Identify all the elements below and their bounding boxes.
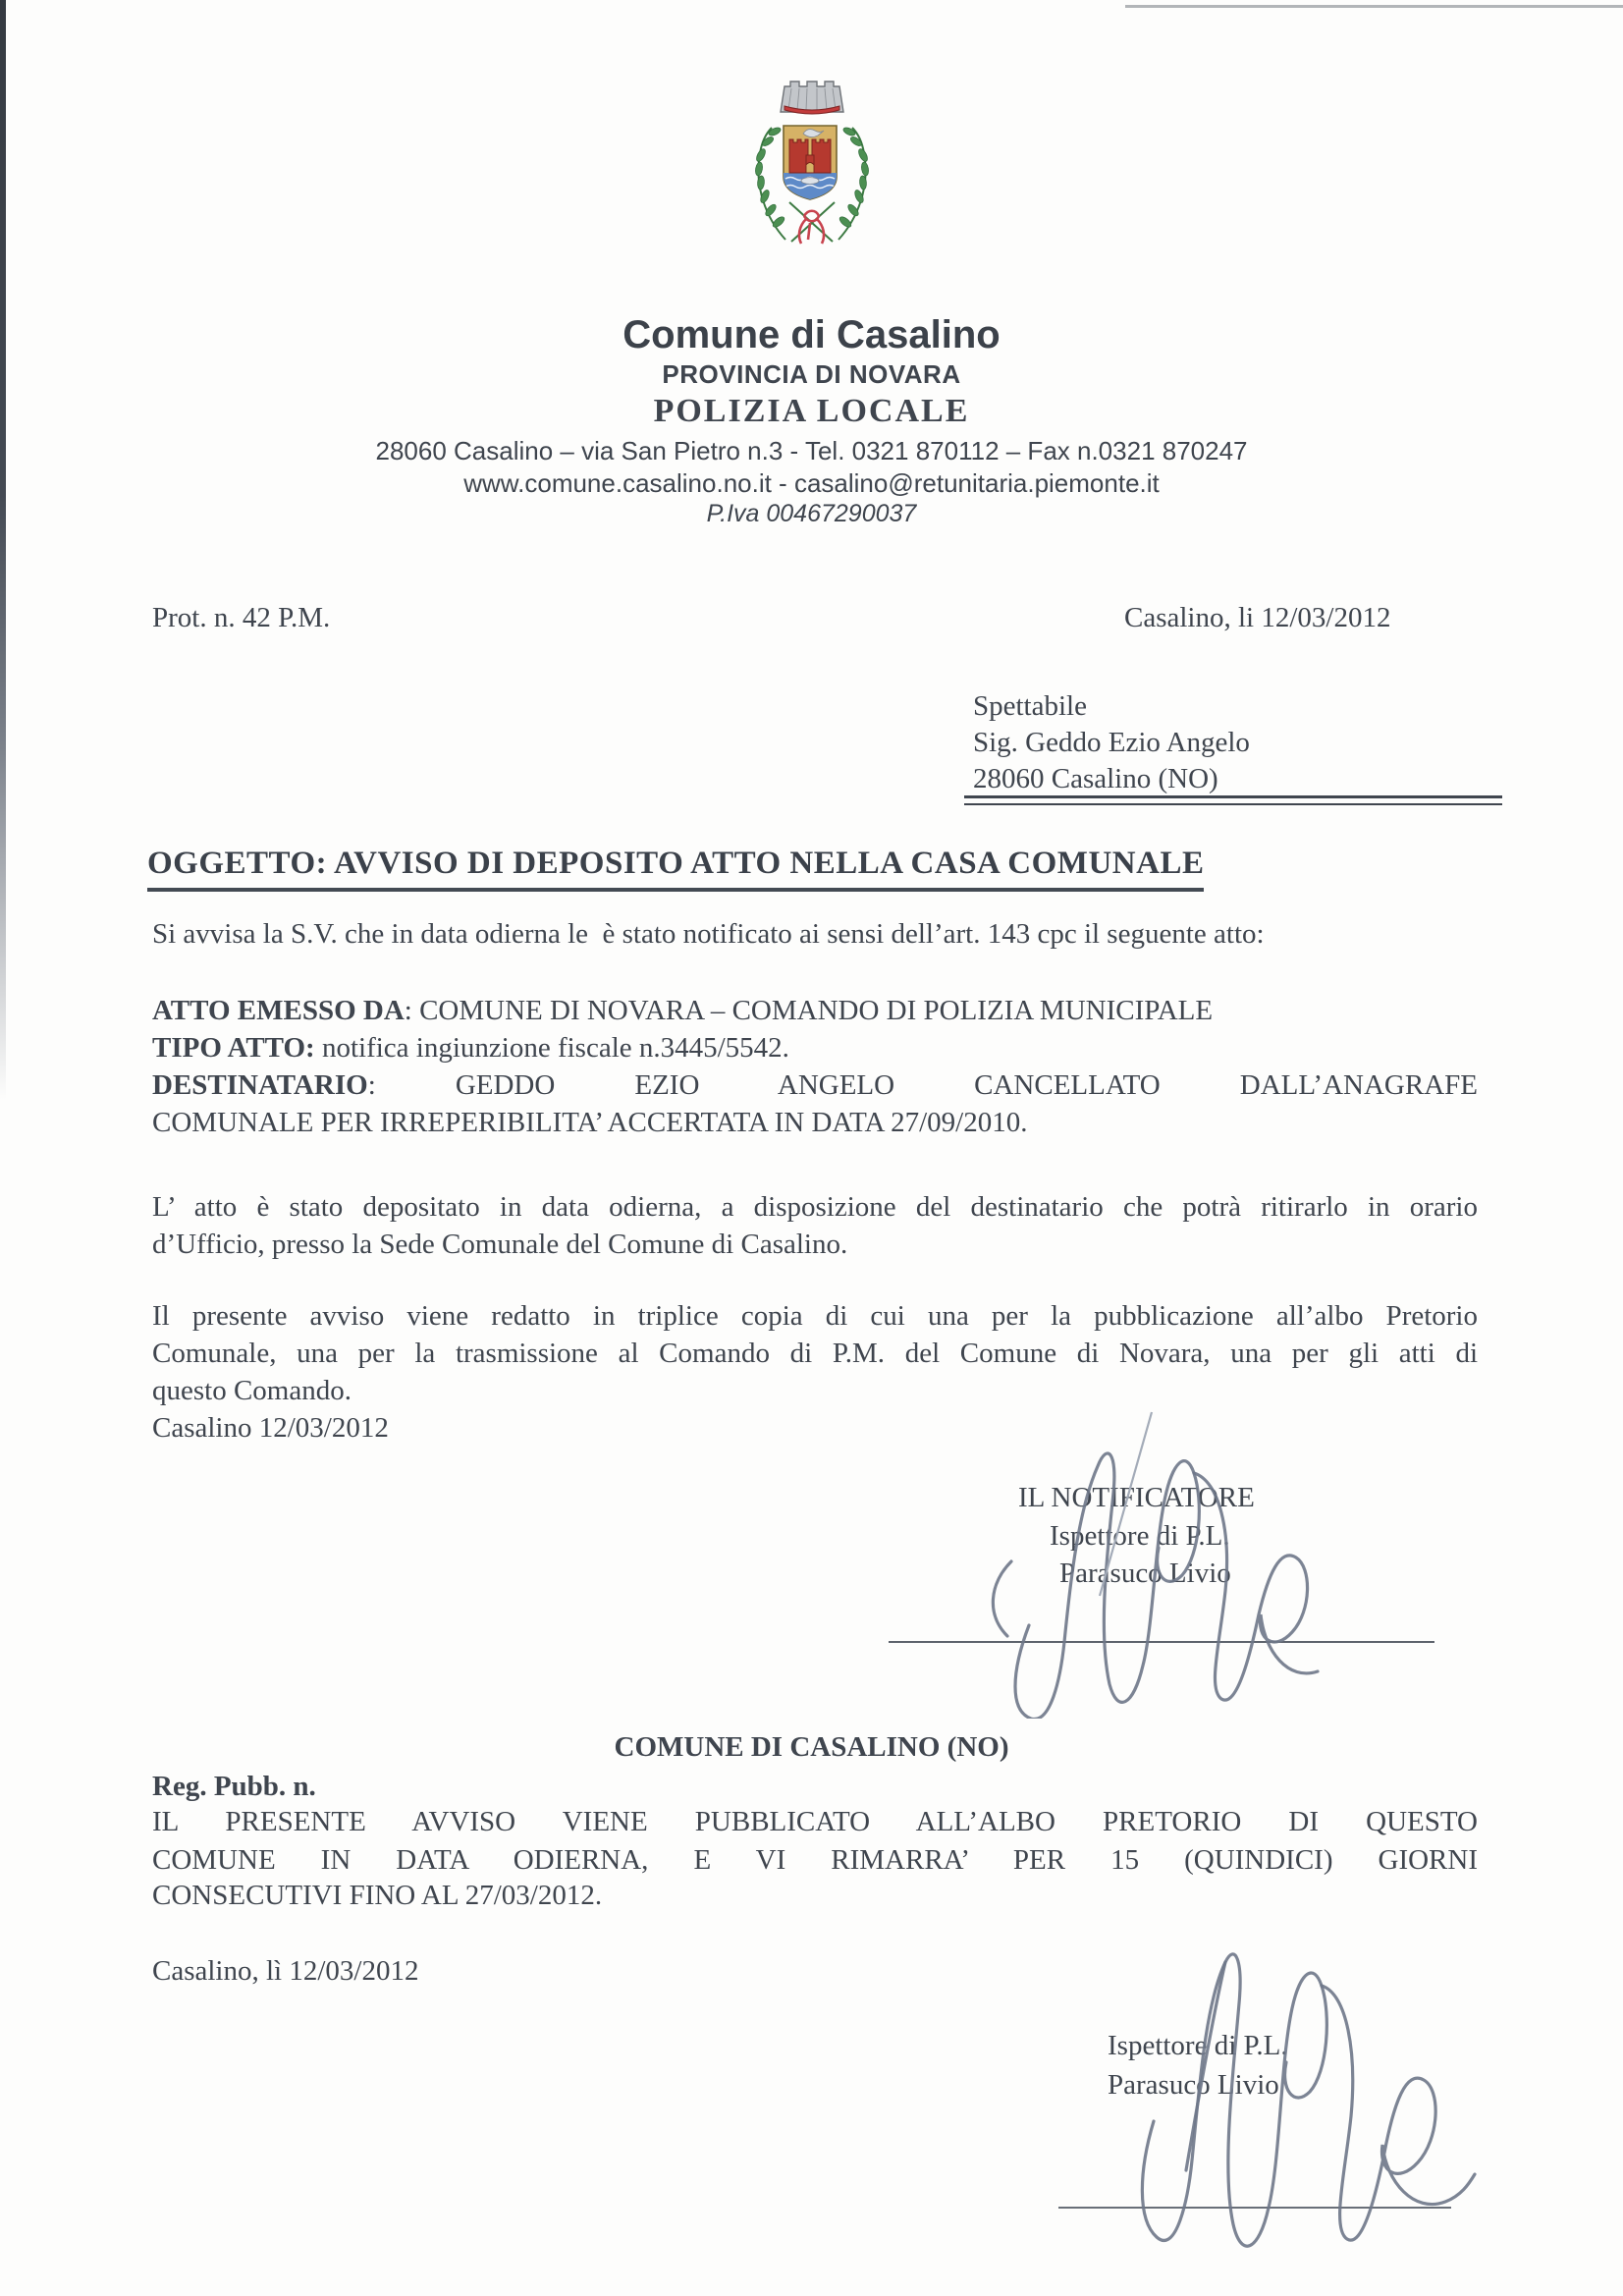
recipient-salutation: Spettabile — [973, 690, 1087, 722]
destinatario-line1 — [152, 1068, 1478, 1102]
letterhead-web-email: www.comune.casalino.no.it - casalino@retunitaria.piemonte.it — [463, 468, 1160, 498]
letterhead-province: PROVINCIA DI NOVARA — [662, 359, 961, 389]
publication-line3: CONSECUTIVI FINO AL 27/03/2012. — [152, 1880, 603, 1911]
signature1-title: IL NOTIFICATORE — [1018, 1482, 1255, 1513]
signature1-role: Ispettore di P.L. — [1050, 1520, 1230, 1552]
signature2-scribble — [982, 1925, 1492, 2288]
letterhead-address: 28060 Casalino – via San Pietro n.3 - Tel. 0321 870112 – Fax n.0321 870247 — [375, 436, 1248, 465]
letterhead-vat: P.Iva 00467290037 — [706, 500, 917, 527]
tipo-atto-line — [152, 1031, 1478, 1065]
signature2-name: Parasuco Livio — [1108, 2069, 1279, 2101]
municipal-coat-of-arms-icon — [748, 71, 876, 251]
destinatario-line2: COMUNALE PER IRREPERIBILITA’ ACCERTATA IN DATA 27/09/2010. — [152, 1107, 1028, 1138]
recipient-name: Sig. Geddo Ezio Angelo — [973, 727, 1250, 758]
publication-date-line: Casalino, lì 12/03/2012 — [152, 1955, 419, 1987]
recipient-divider — [964, 795, 1502, 805]
mural-crown — [781, 82, 843, 114]
shield — [784, 126, 837, 200]
place-date: Casalino, li 12/03/2012 — [1124, 602, 1391, 633]
atto-emesso-value: : COMUNE DI NOVARA – COMANDO DI POLIZIA MUNICIPALE — [404, 995, 1214, 1026]
signature1-name: Parasuco Livio — [1059, 1558, 1231, 1589]
letterhead-municipality: Comune di Casalino — [622, 313, 1001, 356]
subject-heading: OGGETTO: AVVISO DI DEPOSITO ATTO NELLA CASA COMUNALE — [147, 845, 1204, 892]
atto-emesso-line — [152, 994, 1478, 1027]
signature2-role: Ispettore di P.L. — [1108, 2030, 1288, 2061]
reg-pubb-label: Reg. Pubb. n. — [152, 1771, 316, 1802]
copie-line3: questo Comando. — [152, 1375, 352, 1406]
destinatario-label: DESTINATARIO — [152, 1069, 368, 1101]
deposito-line1: L’ atto è stato depositato in data odierna, a disposizione del destinatario che potrà ritirarlo in orario — [152, 1191, 1478, 1223]
boat — [801, 178, 819, 185]
body-date-line: Casalino 12/03/2012 — [152, 1412, 389, 1444]
tipo-atto-label: TIPO ATTO: — [152, 1032, 315, 1064]
protocol-number: Prot. n. 42 P.M. — [152, 602, 331, 633]
signature1-line — [889, 1641, 1434, 1643]
publication-line1: IL PRESENTE AVVISO VIENE PUBBLICATO ALL’ALBO PRETORIO DI QUESTO — [152, 1806, 1478, 1837]
recipient-address: 28060 Casalino (NO) — [973, 763, 1218, 794]
copie-line2: Comunale, una per la trasmissione al Comando di P.M. del Comune di Novara, una per gli atti di — [152, 1338, 1478, 1369]
scan-artifact-left-edge — [0, 0, 6, 1100]
publication-heading: COMUNE DI CASALINO (NO) — [614, 1731, 1009, 1763]
scan-artifact-top-right-line — [1125, 5, 1623, 8]
signature2-line — [1058, 2207, 1451, 2209]
deposito-line2: d’Ufficio, presso la Sede Comunale del Comune di Casalino. — [152, 1229, 848, 1260]
letterhead-department: POLIZIA LOCALE — [653, 393, 970, 429]
publication-line2: COMUNE IN DATA ODIERNA, E VI RIMARRA’ PER 15 (QUINDICI) GIORNI — [152, 1844, 1478, 1876]
atto-emesso-label: ATTO EMESSO DA — [152, 995, 405, 1026]
destinatario-value: : GEDDO EZIO ANGELO CANCELLATO DALL’ANAGRAFE — [367, 1069, 1478, 1101]
castle-gate — [806, 163, 814, 174]
copie-line1: Il presente avviso viene redatto in triplice copia di cui una per la pubblicazione all’albo Pretorio — [152, 1300, 1478, 1332]
tipo-atto-value: notifica ingiunzione fiscale n.3445/5542. — [314, 1032, 789, 1064]
intro-paragraph: Si avvisa la S.V. che in data odierna le è stato notificato ai sensi dell’art. 143 cpc il seguente atto: — [152, 918, 1265, 950]
